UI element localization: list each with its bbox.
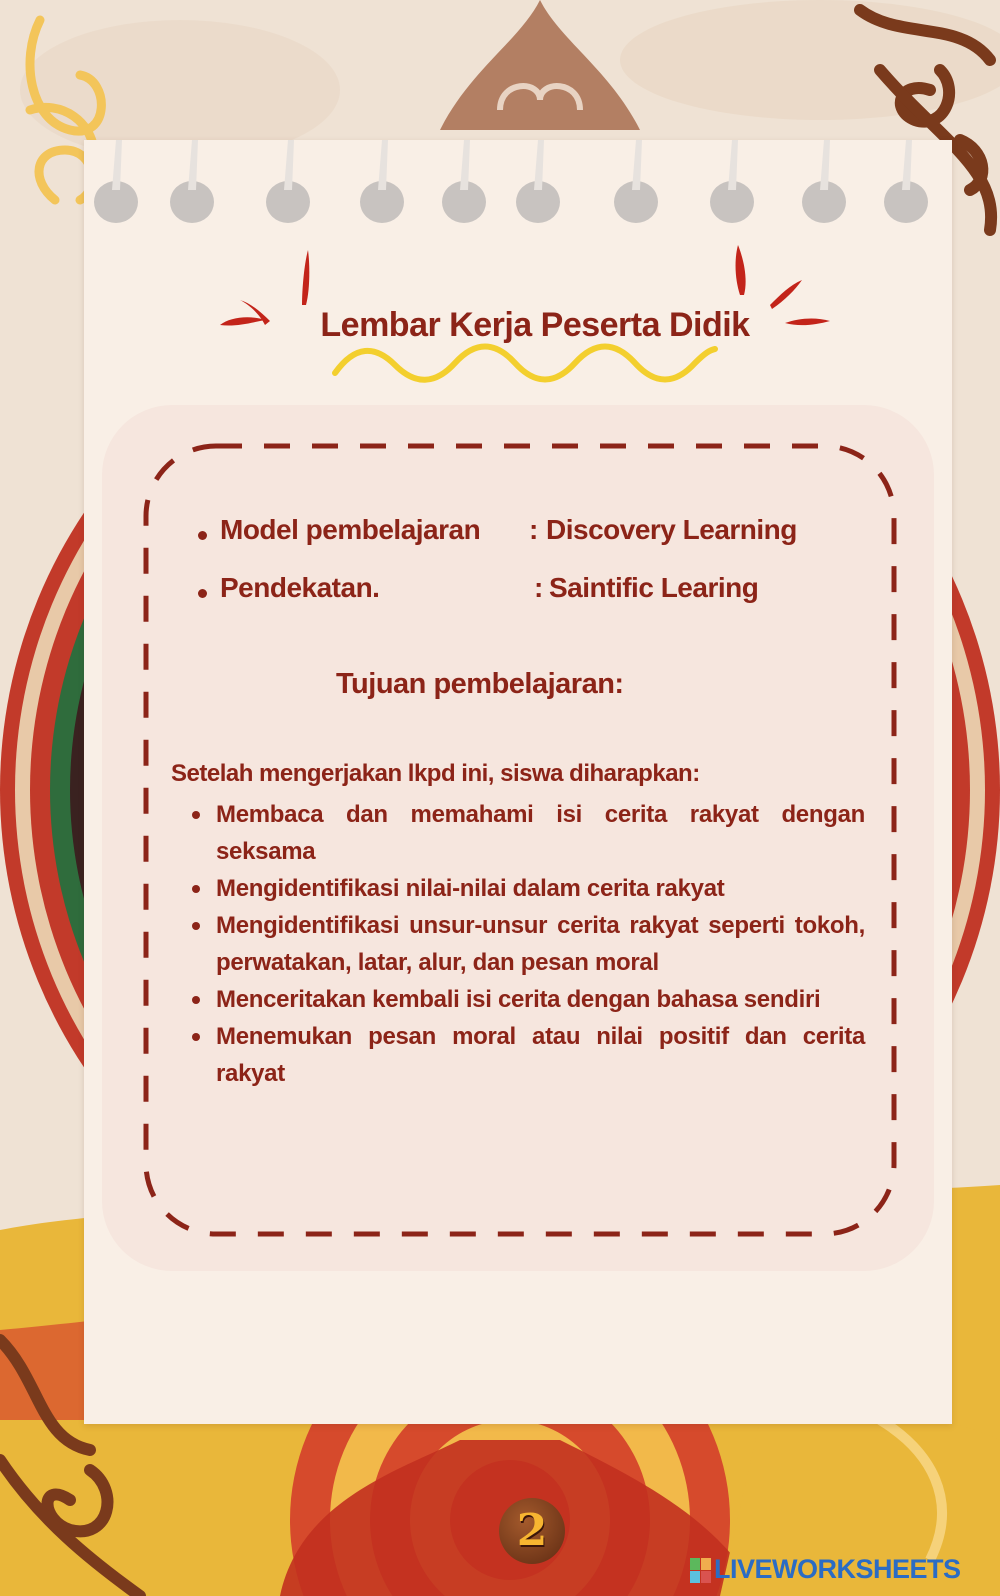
list-item xyxy=(190,870,865,907)
bullet-dot xyxy=(192,996,200,1004)
bullet-dot xyxy=(198,589,207,598)
bullet-dot xyxy=(198,531,207,540)
objective-text: Membaca dan memahami isi cerita rakyat dengan seksama xyxy=(216,801,865,865)
bullet-dot xyxy=(192,811,200,819)
objectives-list xyxy=(190,796,865,1092)
objective-text: Menemukan pesan moral atau nilai positif dan cerita rakyat xyxy=(216,1023,865,1087)
objective-text: Menceritakan kembali isi cerita dengan bahasa sendiri xyxy=(216,986,821,1013)
goals-heading: Tujuan pembelajaran: xyxy=(336,668,624,700)
list-item xyxy=(190,1018,865,1092)
approach-separator: : xyxy=(534,572,543,603)
liveworksheets-icon xyxy=(690,1558,712,1584)
model-separator: : xyxy=(529,514,538,545)
bullet-dot xyxy=(192,885,200,893)
approach-label: Pendekatan. xyxy=(220,572,380,603)
bullet-dot xyxy=(192,1033,200,1041)
objective-text: Mengidentifikasi nilai-nilai dalam cerita rakyat xyxy=(216,875,725,902)
model-value: Discovery Learning xyxy=(546,514,797,545)
page-number-badge: 2 xyxy=(499,1498,565,1564)
list-item xyxy=(190,981,865,1018)
objective-text: Mengidentifikasi unsur-unsur cerita rakyat seperti tokoh, perwatakan, latar, alur, dan pesan moral xyxy=(216,912,865,976)
approach-value: Saintific Learing xyxy=(549,572,759,603)
list-item xyxy=(190,907,865,981)
bullet-dot xyxy=(192,922,200,930)
binding-holes xyxy=(84,140,952,240)
objectives-intro: Setelah mengerjakan lkpd ini, siswa diharapkan: xyxy=(171,760,700,787)
list-item xyxy=(190,796,865,870)
model-label: Model pembelajaran xyxy=(220,514,481,545)
brand-name: LIVEWORKSHEETS xyxy=(714,1554,961,1584)
worksheet-title: Lembar Kerja Peserta Didik xyxy=(320,306,750,344)
